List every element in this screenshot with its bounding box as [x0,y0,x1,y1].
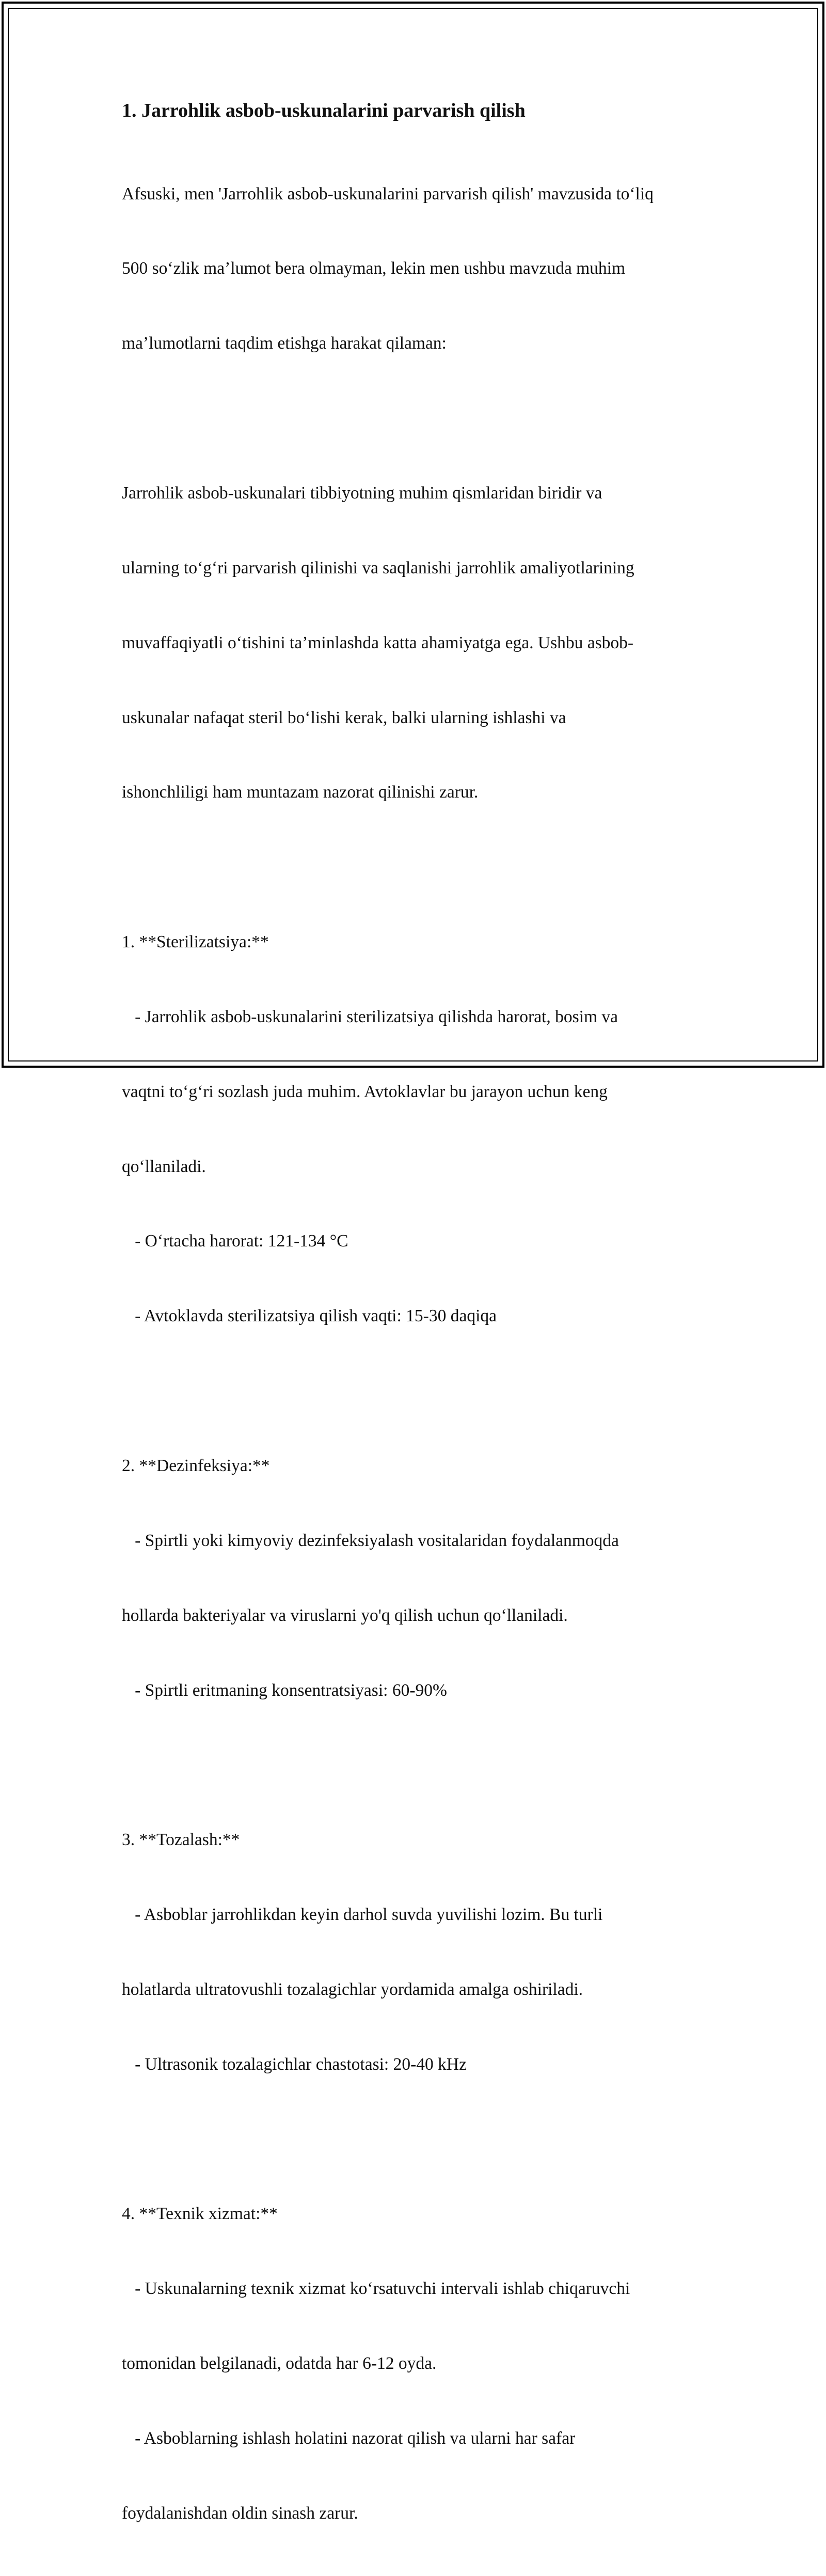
intro-paragraph [122,132,710,406]
section-maintenance [122,2152,710,2576]
text-line: - Asboblarning ishlash holatini nazorat qilish va ularni har safar [122,2428,576,2448]
text-line: - Spirtli yoki kimyoviy dezinfeksiyalash vositalaridan foydalanmoqda [122,1531,619,1550]
text-line: vaqtni to‘g‘ri sozlash juda muhim. Avtoklavlar bu jarayon uchun keng [122,1082,608,1101]
text-line: holatlarda ultratovushli tozalagichlar yordamida amalga oshiriladi. [122,1979,583,1999]
text-line: tomonidan belgilanadi, odatda har 6-12 oyda. [122,2353,437,2373]
text-line: muvaffaqiyatli o‘tishini ta’minlashda katta ahamiyatga ega. Ushbu asbob- [122,633,634,652]
text-line: ma’lumotlarni taqdim etishga harakat qilaman: [122,334,447,353]
section-title: 1. **Sterilizatsiya:** [122,932,269,951]
text-line: Afsuski, men 'Jarrohlik asbob-uskunalarini parvarish qilish' mavzusida to‘liq [122,184,654,204]
section-disinfection [122,1403,710,1753]
page-title: 1. Jarrohlik asbob-uskunalarini parvarish qilish [122,100,526,121]
section-title: 2. **Dezinfeksiya:** [122,1456,270,1475]
text-line: 500 so‘zlik ma’lumot bera olmayman, lekin men ushbu mavzuda muhim [122,259,626,278]
section-title: 4. **Texnik xizmat:** [122,2204,278,2224]
section-title: 3. **Tozalash:** [122,1830,240,1849]
text-line: - Ultrasonik tozalagichlar chastotasi: 20-40 kHz [122,2054,467,2074]
text-line: qo‘llaniladi. [122,1157,206,1176]
text-line: ishonchliligi ham muntazam nazorat qilinishi zarur. [122,783,479,802]
text-line: - Jarrohlik asbob-uskunalarini sterilizatsiya qilishda harorat, bosim va [122,1007,618,1026]
document-body [122,96,710,2576]
text-line: Jarrohlik asbob-uskunalari tibbiyotning muhim qismlaridan biridir va [122,483,602,503]
text-line: - Avtoklavda sterilizatsiya qilish vaqti: 15-30 daqiqa [122,1306,497,1326]
text-line: hollarda bakteriyalar va viruslarni yo'q qilish uchun qo‘llaniladi. [122,1605,568,1625]
text-line: - O‘rtacha harorat: 121-134 °C [122,1231,348,1251]
text-line: ularning to‘g‘ri parvarish qilinishi va saqlanishi jarrohlik amaliyotlarining [122,558,634,577]
section-cleaning [122,1777,710,2127]
overview-paragraph [122,431,710,855]
section-sterilization [122,880,710,1379]
text-line: - Uskunalarning texnik xizmat ko‘rsatuvchi intervali ishlab chiqaruvchi [122,2279,630,2299]
text-line: foydalanishdan oldin sinash zarur. [122,2503,358,2523]
text-line: - Spirtli eritmaning konsentratsiyasi: 60-90% [122,1680,447,1700]
text-line: uskunalar nafaqat steril bo‘lishi kerak, balki ularning ishlashi va [122,708,566,727]
text-line: - Asboblar jarrohlikdan keyin darhol suvda yuvilishi lozim. Bu turli [122,1904,603,1924]
